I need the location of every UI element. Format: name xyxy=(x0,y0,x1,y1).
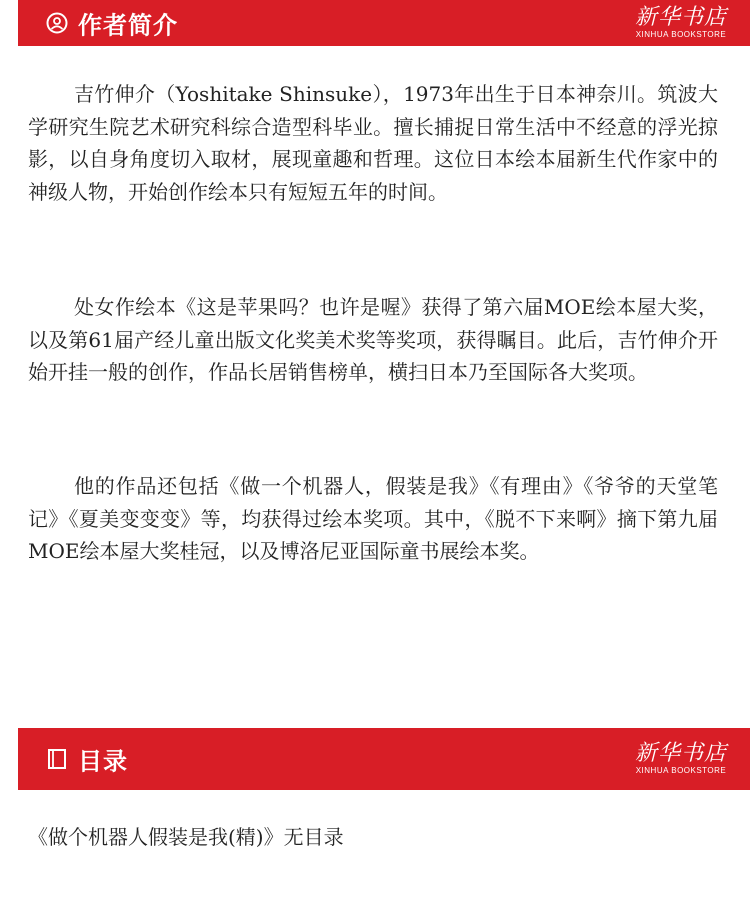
author-section-header xyxy=(18,0,750,46)
xinhua-bookstore-logo xyxy=(626,742,736,776)
logo-en-text: XINHUA BOOKSTORE xyxy=(635,30,727,39)
author-section-title: 作者简介 xyxy=(78,11,178,40)
author-paragraph: 吉竹伸介（Yoshitake Shinsuke），1973年出生于日本神奈川。筑波大学研究生院艺术研究科综合造型科毕业。擅长捕捉日常生活中不经意的浮光掠影，以自身角度切入取材，展现童趣和哲理。这位日本绘本届新生代作家中的神级人物，开始创作绘本只有短短五年的时间。 xyxy=(28,82,718,204)
toc-content: 《做个机器人假装是我(精)》无目录 xyxy=(28,825,344,849)
xinhua-bookstore-logo xyxy=(626,6,736,40)
author-paragraph: 处女作绘本《这是苹果吗？也许是喔》获得了第六届MOE绘本屋大奖，以及第61届产经儿童出版文化奖美术奖等奖项，获得瞩目。此后，吉竹伸介开始开挂一般的创作，作品长居销售榜单，横扫日本乃至国际各大奖项。 xyxy=(28,295,718,384)
book-icon xyxy=(46,748,68,770)
toc-section-title: 目录 xyxy=(78,747,128,776)
toc-section-header xyxy=(18,728,750,790)
logo-en-text: XINHUA BOOKSTORE xyxy=(635,766,727,775)
user-circle-icon xyxy=(46,12,68,34)
logo-cn-text: 新华书店 xyxy=(634,741,727,766)
author-paragraph: 他的作品还包括《做一个机器人，假装是我》《有理由》《爷爷的天堂笔记》《夏美变变变》等，均获得过绘本奖项。其中，《脱不下来啊》摘下第九届MOE绘本屋大奖桂冠，以及博洛尼亚国际童书展绘本奖。 xyxy=(28,474,718,563)
logo-cn-text: 新华书店 xyxy=(634,5,727,30)
